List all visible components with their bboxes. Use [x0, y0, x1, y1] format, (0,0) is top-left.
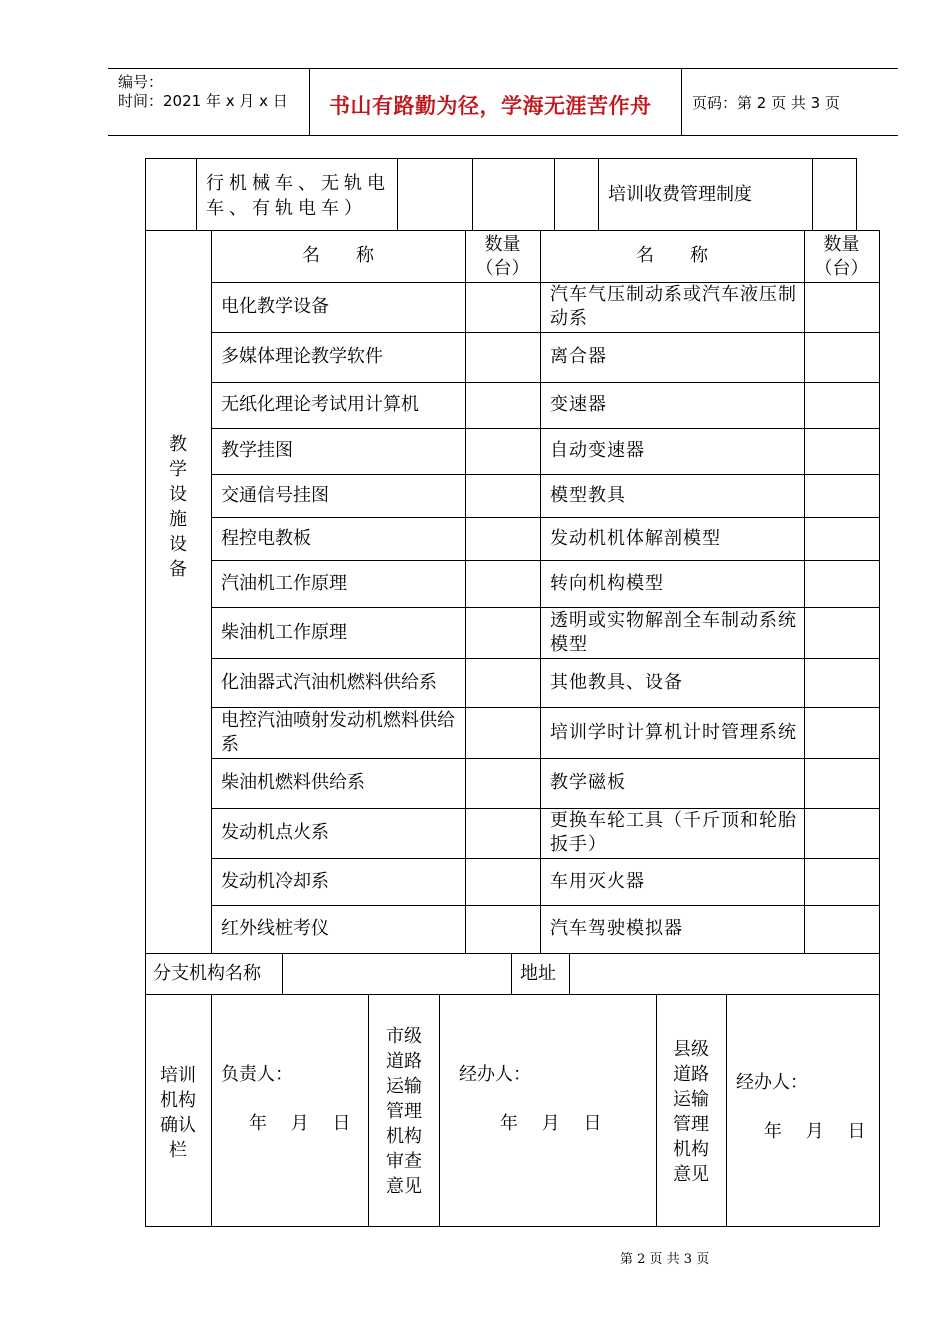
equipment-item-left: 交通信号挂图 — [221, 484, 329, 506]
equipment-item-right: 汽车气压制动系或汽车液压制动系 — [550, 284, 797, 329]
equipment-item-right: 车用灭火器 — [550, 870, 645, 892]
equipment-item-left: 汽油机工作原理 — [221, 572, 347, 594]
page-indicator: 页码：第 2 页 共 3 页 — [692, 94, 840, 112]
equipment-item-left: 柴油机燃料供给系 — [221, 772, 365, 793]
branch-address-label: 地址 — [520, 963, 556, 984]
equipment-item-right: 汽车驾驶模拟器 — [550, 918, 683, 939]
equipment-item-right: 其他教具、设备 — [550, 671, 683, 693]
city-handler-label: 经办人： — [459, 1064, 531, 1085]
responsible-date-label: 年 月 日 — [249, 1113, 351, 1134]
equipment-item-right: 变速器 — [550, 394, 607, 415]
name-column-header-left: 名 称 — [302, 245, 374, 266]
equipment-item-right: 教学磁板 — [550, 772, 626, 793]
equipment-item-right: 培训学时计算机计时管理系统 — [550, 721, 797, 743]
quantity-unit-header-right: （台） — [814, 258, 869, 279]
header-motto: 书山有路勤为径，学海无涯苦作舟 — [329, 94, 652, 118]
equipment-item-left: 化油器式汽油机燃料供给系 — [221, 671, 437, 693]
document-number-label: 编号： — [118, 73, 164, 91]
equipment-item-right: 透明或实物解剖全车制动系统模型 — [550, 609, 797, 655]
equipment-item-left: 电化教学设备 — [221, 296, 329, 317]
equipment-item-left: 无纸化理论考试用计算机 — [221, 394, 419, 415]
equipment-item-left: 程控电教板 — [221, 527, 311, 549]
equipment-item-left: 红外线桩考仪 — [221, 918, 329, 939]
equipment-item-left: 柴油机工作原理 — [221, 621, 347, 643]
equipment-item-left: 多媒体理论教学软件 — [221, 346, 383, 367]
footer-page-number: 第 2 页 共 3 页 — [620, 1252, 710, 1267]
equipment-item-left: 发动机点火系 — [221, 822, 329, 843]
equipment-item-right: 更换车轮工具（千斤顶和轮胎扳手） — [550, 810, 797, 855]
quantity-column-header-right: 数量 — [823, 234, 860, 255]
training-org-confirm-label: 培训机构确认栏 — [160, 1065, 196, 1161]
equipment-item-right: 转向机构模型 — [550, 572, 664, 594]
county-handler-label: 经办人： — [736, 1072, 808, 1093]
equipment-item-right: 自动变速器 — [550, 440, 645, 461]
equipment-item-left: 发动机冷却系 — [221, 870, 329, 892]
city-date-label: 年 月 日 — [500, 1113, 602, 1134]
city-review-label: 市级道路运输管理机构审查意见 — [386, 1026, 422, 1197]
county-opinion-label: 县级道路运输管理机构意见 — [673, 1039, 709, 1185]
quantity-column-header-left: 数量 — [484, 234, 521, 255]
document-time-label: 时间：2021 年 x 月 x 日 — [118, 92, 288, 110]
vehicle-type-text: 行机械车、无轨电车、有轨电车） — [206, 173, 390, 219]
county-date-label: 年 月 日 — [764, 1121, 866, 1142]
branch-name-label: 分支机构名称 — [153, 963, 261, 984]
equipment-item-left: 电控汽油喷射发动机燃料供给系 — [221, 709, 455, 755]
equipment-item-left: 教学挂图 — [221, 440, 293, 461]
quantity-unit-header-left: （台） — [475, 258, 530, 279]
training-fee-policy-label: 培训收费管理制度 — [608, 184, 752, 205]
equipment-section-label: 教学设施设备 — [169, 434, 187, 580]
equipment-item-right: 离合器 — [550, 346, 607, 367]
equipment-item-right: 发动机机体解剖模型 — [550, 527, 721, 549]
responsible-person-label: 负责人： — [221, 1064, 293, 1085]
equipment-item-right: 模型教具 — [550, 484, 626, 506]
name-column-header-right: 名 称 — [636, 245, 708, 266]
